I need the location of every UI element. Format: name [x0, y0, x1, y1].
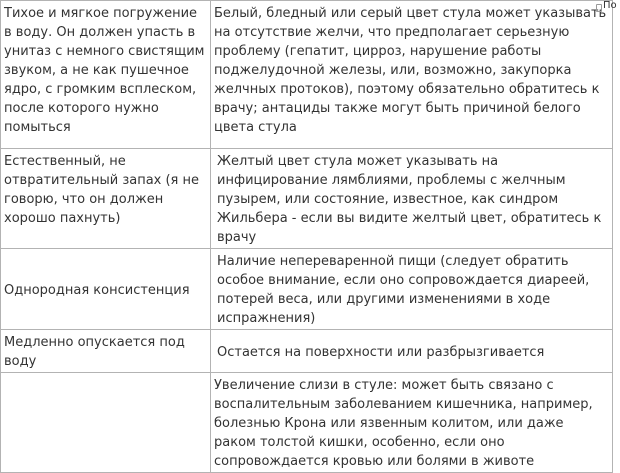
cropped-label: По: [603, 0, 617, 11]
table-cell-normal: Естественный, не отвратительный запах (я не говорю, что он должен хорошо пахнуть): [1, 149, 211, 249]
table-row: [1, 149, 613, 249]
table-row: [1, 330, 613, 373]
table-row: [1, 373, 613, 473]
table-cell-warning: Белый, бледный или серый цвет стула может указывать на отсутствие желчи, что предполагает серьезную проблему (гепатит, цирроз, нарушение работы поджелудочной железы, или, возможно, закупорка желчных протоков), поэтому обязательно обратитесь к врачу; антациды также могут быть причиной белого цвета стула: [211, 1, 613, 149]
scroll-marker-icon: [596, 4, 602, 12]
table-cell-normal: Тихое и мягкое погружение в воду. Он должен упасть в унитаз с немного свистящим звуком, а не как пушечное ядро, с громким всплеском, после которого нужно помыться: [1, 1, 211, 149]
table-cell-normal: Однородная консистенция: [1, 249, 211, 330]
table-cell-normal: Медленно опускается под воду: [1, 330, 211, 373]
table-row: [1, 249, 613, 330]
table-cell-warning: Наличие непереваренной пищи (следует обратить особое внимание, если оно сопровождается диареей, потерей веса, или другими изменениями в ходе испражнения): [211, 249, 613, 330]
table-cell-warning: Остается на поверхности или разбрызгивается: [211, 330, 613, 373]
table-cell-warning: Увеличение слизи в стуле: может быть связано с воспалительным заболеванием кишечника, например, болезнью Крона или язвенным колитом, или даже раком толстой кишки, особенно, если оно сопровождается кровью или болями в животе: [211, 373, 613, 473]
table-row: [1, 1, 613, 149]
table-cell-warning: Желтый цвет стула может указывать на инфицирование лямблиями, проблемы с желчным пузырем, или состояние, известное, как синдром Жильбера - если вы видите желтый цвет, обратитесь к врачу: [211, 149, 613, 249]
table-cell-empty: [1, 373, 211, 473]
